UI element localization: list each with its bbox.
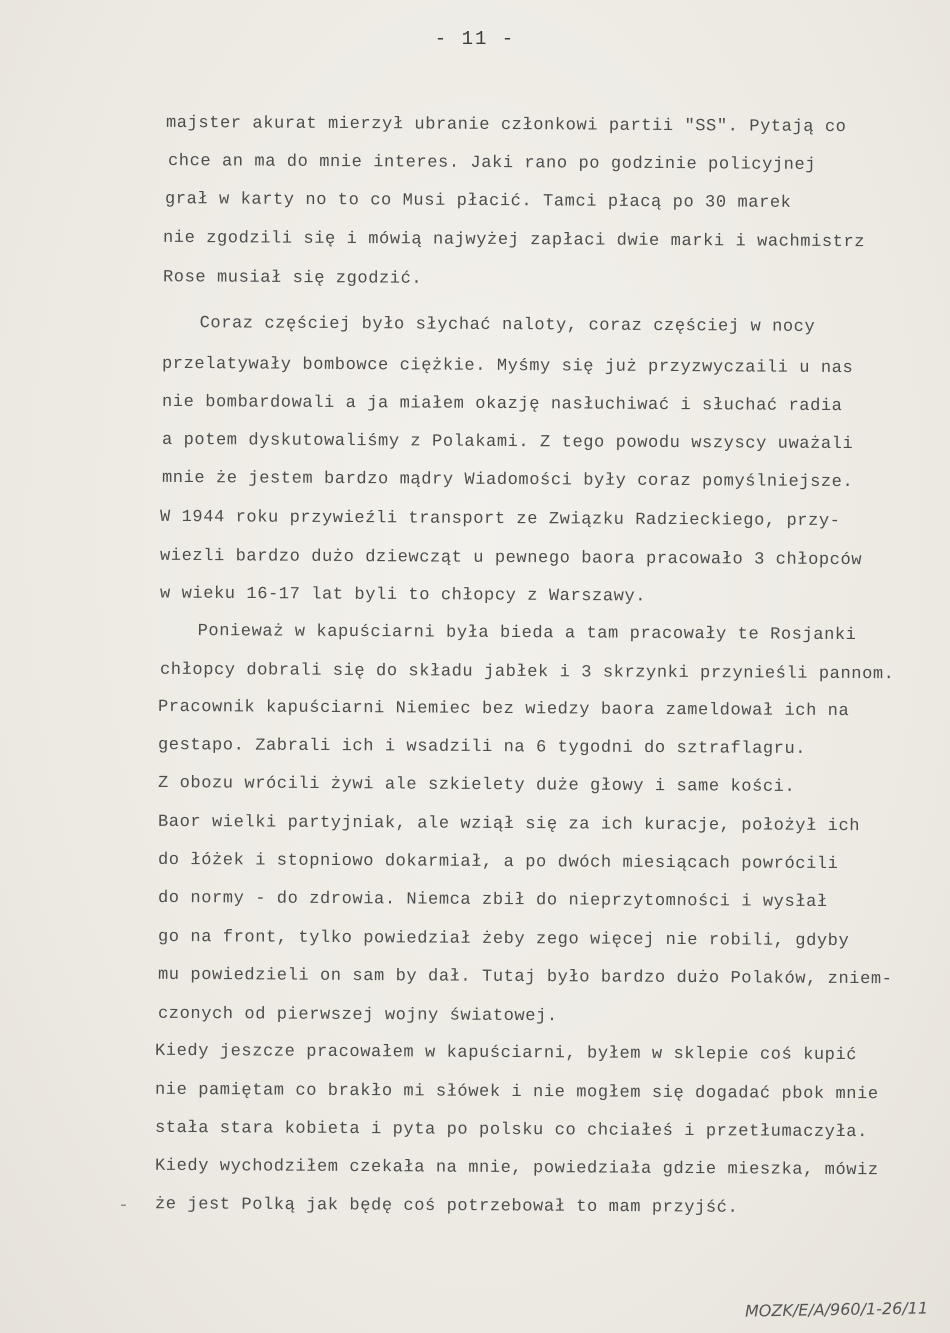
text-line: nie zgodzili się i mówią najwyżej zapłaci dwie marki i wachmistrz (162, 228, 866, 253)
text-line: wiezli bardzo dużo dziewcząt u pewnego baora pracowało 3 chłopców (159, 546, 863, 571)
text-line: nie pamiętam co brakło mi słówek i nie mogłem się dogadać pbok mnie (154, 1080, 879, 1105)
text-line: majster akurat mierzył ubranie członkowi partii "SS". Pytają co (165, 113, 847, 138)
text-line: Kiedy wychodziłem czekała na mnie, powiedziała gdzie mieszka, mówiz (154, 1156, 879, 1181)
text-line: stała stara kobieta i pyta po polsku co chciałeś i przetłumaczyła. (154, 1118, 868, 1143)
text-line: chłopcy dobrali się do składu jabłek i 3 skrzynki przynieśli pannom. (159, 660, 895, 685)
text-line: mu powiedzieli on sam by dał. Tutaj było bardzo dużo Polaków, zniem- (157, 965, 893, 990)
text-line: Coraz częściej było słychać naloty, coraz częściej w nocy (177, 314, 816, 337)
text-line: Kiedy jeszcze pracowałem w kapuściarni, byłem w sklepie coś kupić (154, 1041, 858, 1066)
text-line: przelatywały bombowce ciężkie. Myśmy się już przyzwyczaili u nas (161, 354, 854, 379)
text-line: Z obozu wrócili żywi ale szkielety duże głowy i same kości. (157, 774, 796, 797)
archive-reference: MOZK/E/A/960/1-26/11 (744, 1298, 929, 1321)
page-number: - 11 - (434, 28, 516, 50)
margin-mark: - (118, 1196, 129, 1216)
text-line: że jest Polką jak będę coś potrzebował to mam przyjść. (154, 1195, 739, 1218)
text-line: Rose musiał się zgodzić. (162, 268, 423, 289)
text-line: Baor wielki partyjniak, ale wziął się za ich kuracje, położył ich (157, 812, 861, 837)
text-line: mnie że jestem bardzo mądry Wiadomości były coraz pomyślniejsze. (161, 468, 854, 493)
text-line: go na front, tylko powiedział żeby zego więcej nie robili, gdyby (157, 927, 850, 952)
text-line: do łóżek i stopniowo dokarmiał, a po dwóch miesiącach powrócili (157, 850, 839, 875)
text-line: W 1944 roku przywieźli transport ze Związku Radzieckiego, przy- (159, 507, 841, 532)
text-line: Pracownik kapuściarni Niemiec bez wiedzy baora zameldował ich na (157, 697, 850, 722)
text-line: gestapo. Zabrali ich i wsadzili na 6 tygodni do sztraflagru. (157, 736, 807, 759)
text-line: a potem dyskutowaliśmy z Polakami. Z tego powodu wszyscy uważali (161, 430, 854, 455)
text-line: nie bombardowali a ja miałem okazję nasłuchiwać i słuchać radia (161, 392, 843, 417)
text-line: chce an ma do mnie interes. Jaki rano po godzinie policyjnej (167, 152, 817, 175)
text-line: Ponieważ w kapuściarni była bieda a tam pracowały te Rosjanki (175, 621, 857, 646)
text-line: czonych od pierwszej wojny światowej. (157, 1004, 558, 1027)
text-line: do normy - do zdrowia. Niemca zbił do nieprzytomności i wysłał (157, 888, 828, 913)
text-line: grał w karty no to co Musi płacić. Tamci płacą po 30 marek (164, 190, 792, 213)
text-line: w wieku 16-17 lat byli to chłopcy z Warszawy. (159, 584, 647, 607)
